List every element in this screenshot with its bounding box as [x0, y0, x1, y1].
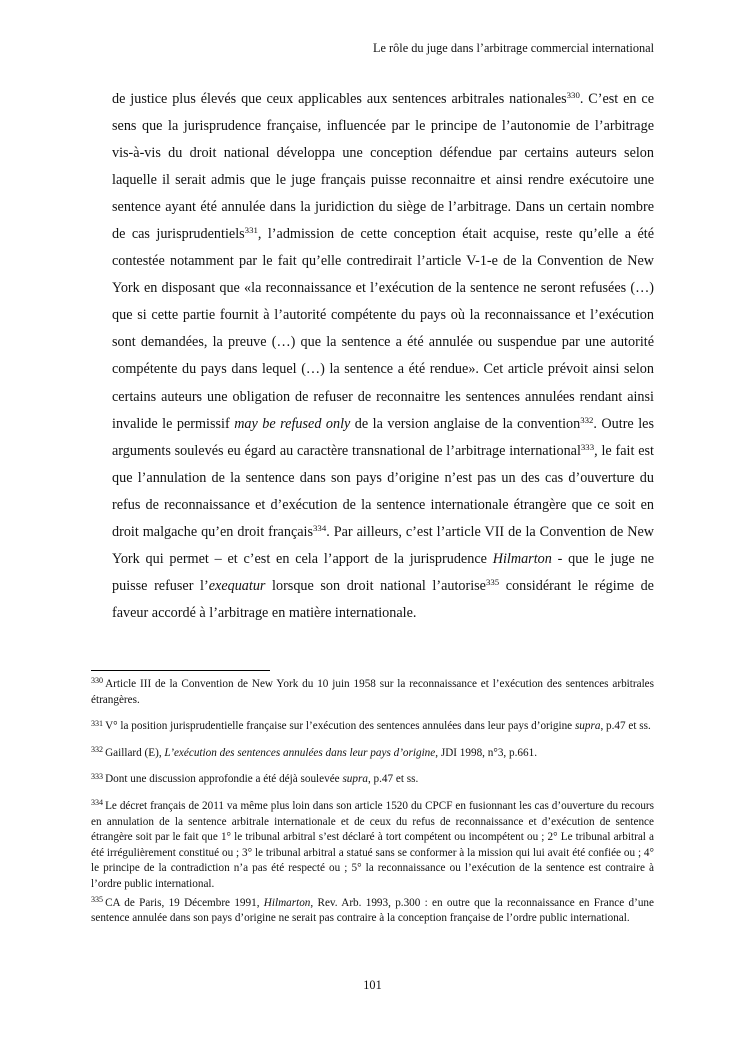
footnote-number: 335: [91, 894, 104, 904]
footnote-ref-330[interactable]: 330: [566, 90, 580, 101]
page-number: 101: [363, 978, 382, 992]
body-text-segment: considérant le régime de faveur accordé à l’arbitrage en matière internationale.: [112, 577, 654, 621]
footnote-335: [91, 896, 654, 927]
footnote-ref-331[interactable]: 331: [244, 225, 258, 236]
body-text-segment: - que le juge ne puisse refuser l’: [112, 550, 654, 594]
footnote-number: 332: [91, 745, 104, 755]
footnote-ref-332[interactable]: 332: [580, 414, 594, 425]
body-text-segment: . C’est en ce sens que la jurisprudence française, influencée par le principe de l’autonomie de l’arbitrage vis-à-vis du droit national développa une conception défendue par certains auteurs selon laquelle il serait admis que le juge français puisse reconnaitre et ainsi rendre exécutoire une sentence ayant été annulée dans la juridiction du siège de l’arbitrage. Dans un certain nombre de cas jurisprudentiels: [112, 91, 654, 243]
footnote-text: CA de Paris, 19 Décembre 1991,: [105, 896, 264, 909]
footnotes-section: [91, 677, 654, 938]
footnote-italic: supra: [574, 720, 601, 733]
footnote-italic: L’exécution des sentences annulées dans leur pays d’origine: [164, 746, 436, 759]
footnote-331: [91, 719, 654, 735]
footnote-italic: supra: [342, 773, 368, 786]
footnote-ref-334[interactable]: 334: [313, 522, 327, 533]
footnote-330: [91, 677, 654, 708]
footnote-text: Gaillard (E),: [105, 746, 165, 759]
body-text-segment: lorsque son droit national l’autorise: [265, 577, 486, 594]
footnote-332: [91, 746, 654, 762]
body-text-segment: . Par ailleurs, c’est l’article VII de la Convention de New York qui permet – et c’est en cela l’apport de la jurisprudence: [112, 523, 654, 567]
footnote-text: , JDI 1998, n°3, p.661.: [435, 746, 537, 759]
footnote-italic: Hilmarton: [263, 896, 311, 909]
footnote-334: [91, 799, 654, 893]
italic-phrase: may be refused only: [234, 415, 351, 432]
footnote-number: 330: [91, 676, 104, 686]
running-header: Le rôle du juge dans l’arbitrage commercial international: [372, 41, 654, 55]
body-text-segment: , le fait est que l’annulation de la sentence dans son pays d’origine n’est pas un des cas d’ouverture du refus de reconnaissance et d’exécution de la sentence internationale étrangère que ce soit en droit malgache qu’en droit français: [112, 442, 654, 540]
footnote-number: 331: [91, 718, 104, 728]
body-text-segment: de justice plus élevés que ceux applicables aux sentences arbitrales nationales: [112, 91, 567, 107]
footnote-ref-333[interactable]: 333: [580, 441, 595, 452]
italic-case-name: Hilmarton: [492, 550, 552, 567]
main-body-text: [112, 86, 654, 627]
footnote-number: 334: [91, 798, 104, 808]
footnote-text: Dont une discussion approfondie a été déjà soulevée: [105, 773, 343, 786]
footnote-text: , p.47 et ss.: [600, 720, 651, 733]
body-text-segment: . Outre les arguments soulevés eu égard au caractère transnational de l’arbitrage international: [112, 415, 654, 459]
footnote-number: 333: [91, 771, 104, 781]
footnote-ref-335[interactable]: 335: [485, 577, 500, 588]
body-paragraph: [112, 86, 654, 627]
footnote-text: , Rev. Arb. 1993, p.300 : en outre que la reconnaissance en France d’une sentence annulée dans son pays d’origine ne serait pas contraire à la conception française de l’ordre public international.: [91, 896, 654, 925]
footnote-333: [91, 772, 654, 788]
body-text-segment: de la version anglaise de la convention: [350, 415, 581, 432]
footnote-text: Le décret français de 2011 va même plus loin dans son article 1520 du CPCF en fusionnant les cas d’ouverture du recours en annulation de la sentence arbitrale internationale et de ceux du refus de reconnaissance et d’exécution de sentence étrangère soit par le fait que 1° le tribunal arbitral s’est déclaré à tort compétent ou incompétent ou ; 2° Le tribunal arbitral a été irrégulièrement constitué ou ; 3° le tribunal arbitral a statué sans se conformer à la mission qui lui avait été confiée ou ; 4° le principe de la contradiction n’a pas été respecté ou ; 5° la reconnaissance ou l’exécution de la sentence est contraire à l’ordre public international.: [91, 799, 654, 890]
italic-term: exequatur: [208, 577, 266, 594]
footnote-text: , p.47 et ss.: [367, 773, 419, 786]
footnote-text: Article III de la Convention de New York du 10 juin 1958 sur la reconnaissance et l’exécution des sentences arbitrales étrangères.: [91, 678, 654, 706]
body-text-segment: , l’admission de cette conception était acquise, reste qu’elle a été contestée notamment par le fait qu’elle contredirait l’article V-1-e de la Convention de New York en disposant que «la reconnaissance et l’exécution de la sentence ne seront refusées (…) que si cette partie fournit à l’autorité compétente du pays où la reconnaissance et l’exécution sont demandées, la preuve (…) que la sentence a été annulée ou suspendue par une autorité compétente du pays dans lequel (…) la sentence a été rendue». Cet article prévoit ainsi selon certains auteurs une obligation de refuser de reconnaitre les sentences annulées rendant ainsi invalide le permissif: [112, 226, 654, 432]
footnote-separator: [91, 670, 270, 671]
footnote-text: V° la position jurisprudentielle française sur l’exécution des sentences annulées dans leur pays d’origine: [105, 720, 575, 733]
